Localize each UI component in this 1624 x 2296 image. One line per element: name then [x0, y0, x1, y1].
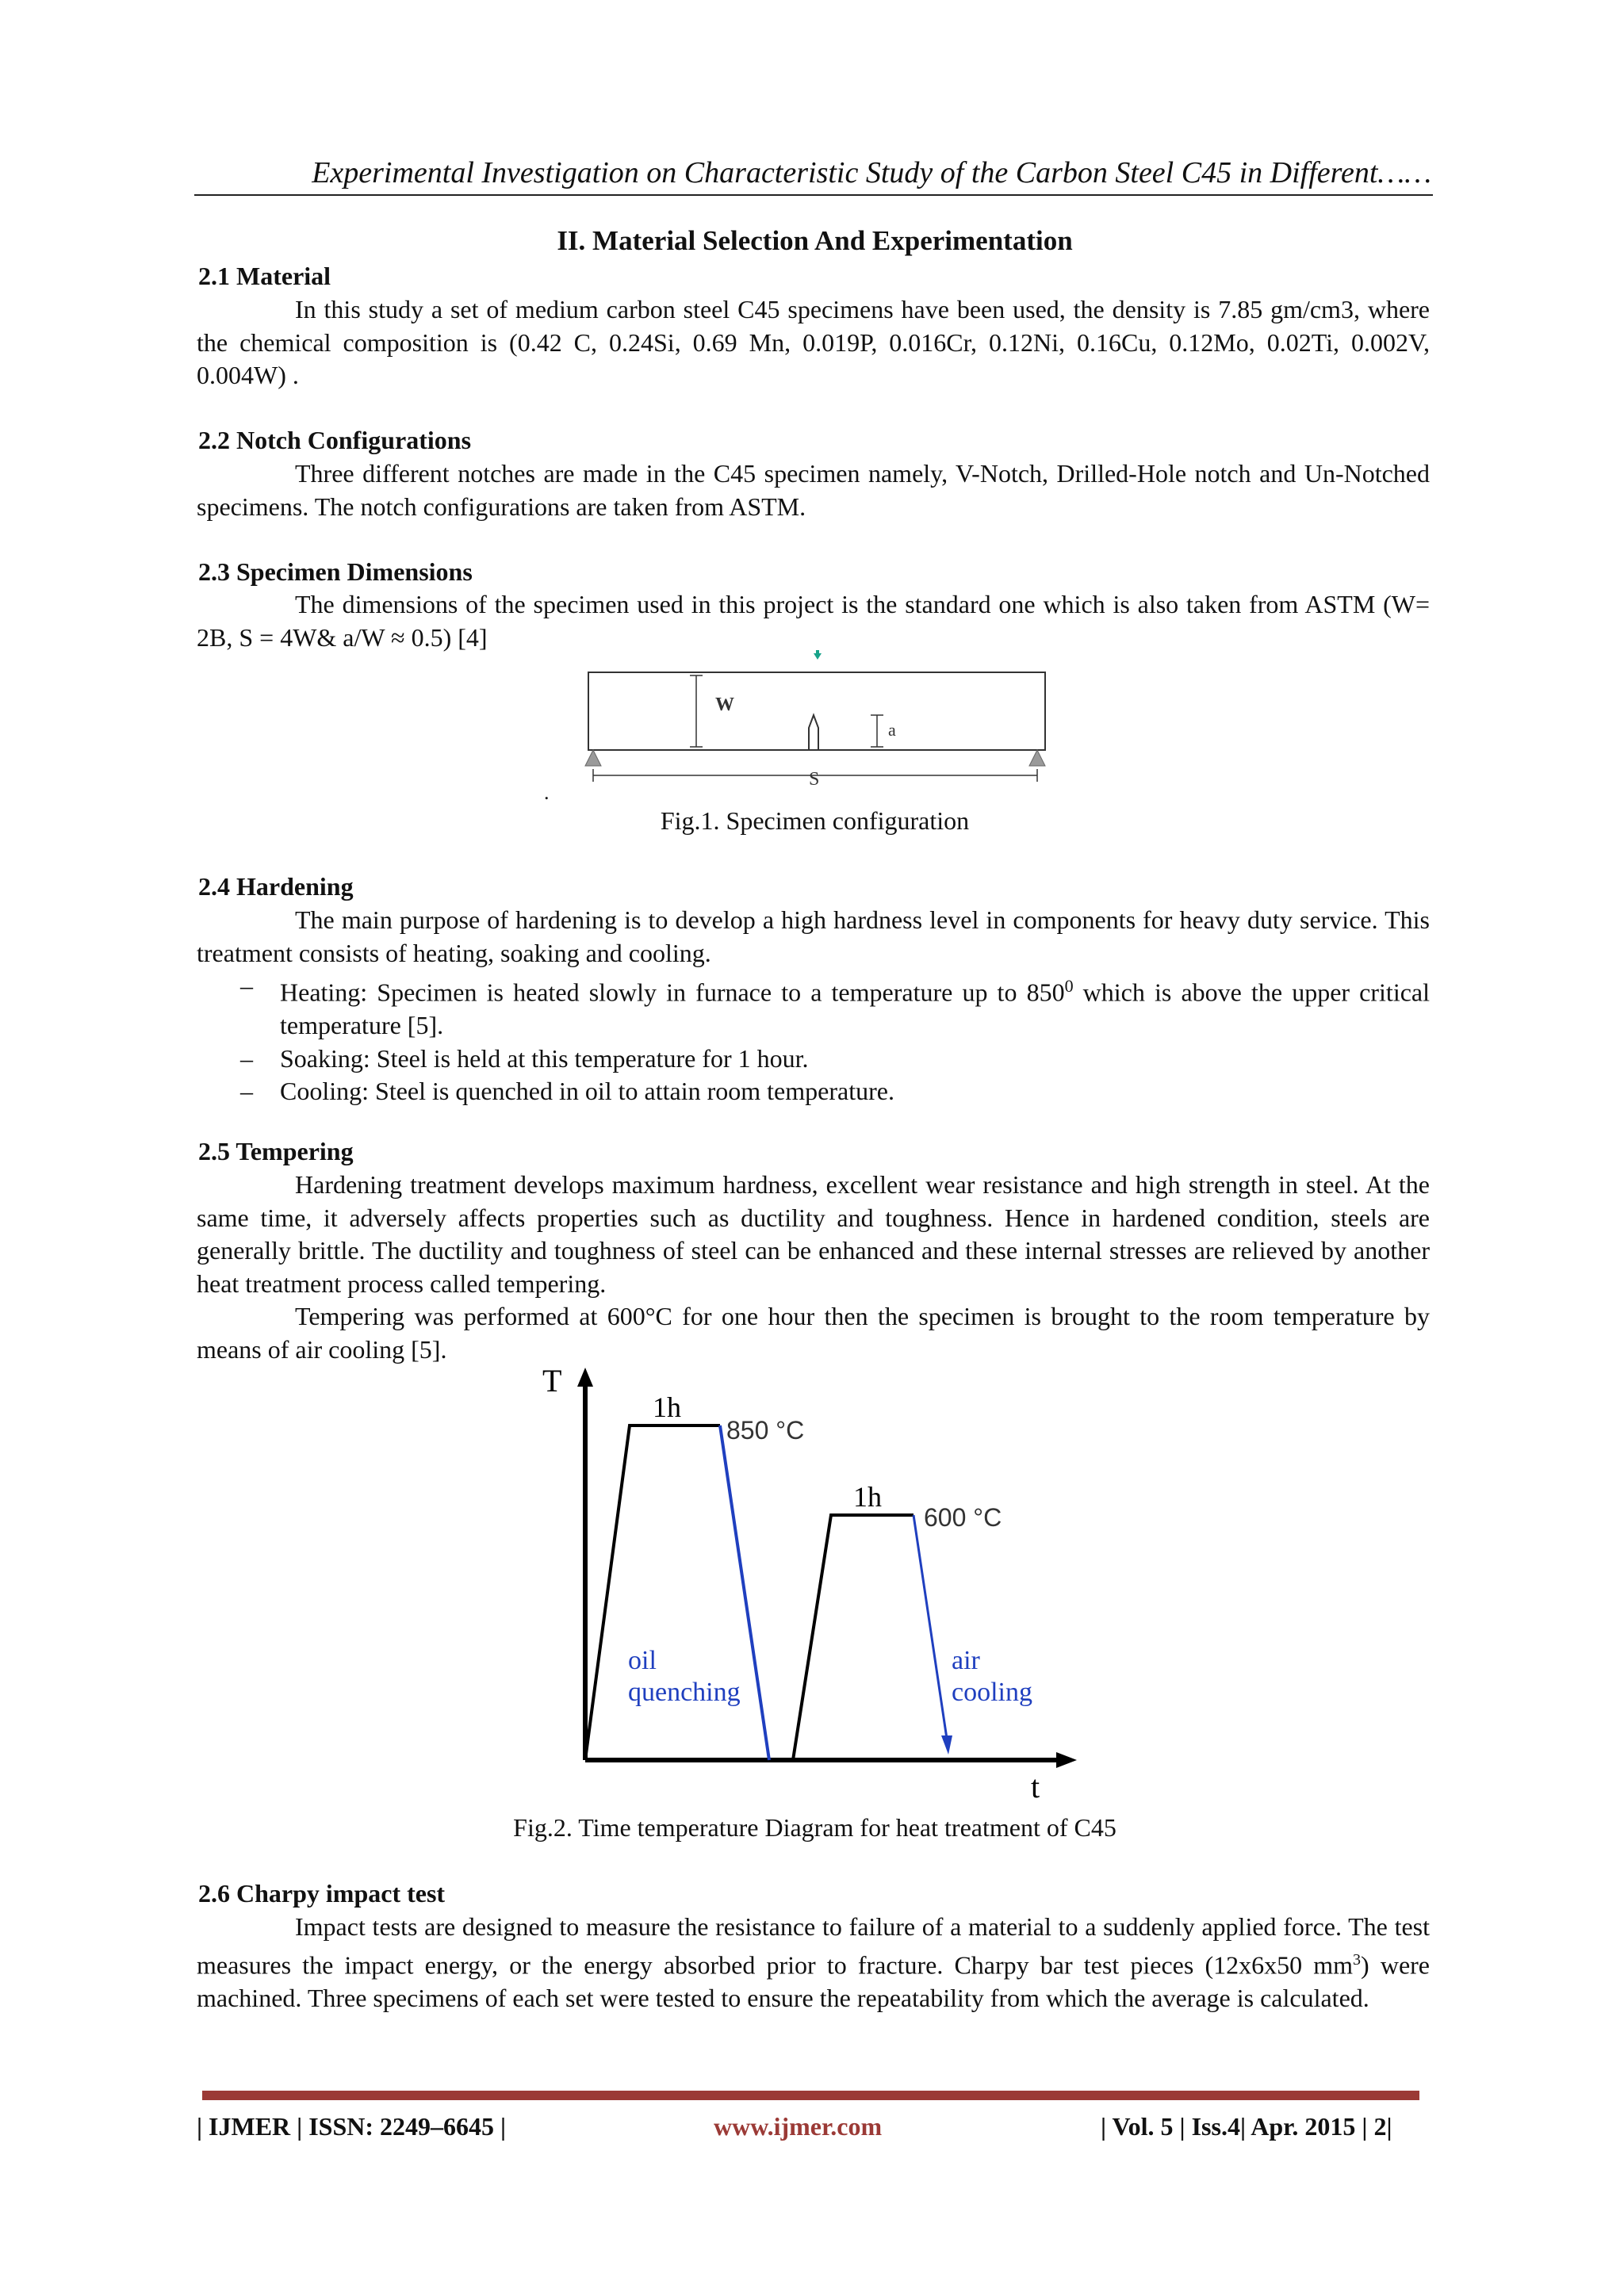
- para-2-3: [197, 588, 1430, 654]
- oil-quench-line: [720, 1425, 769, 1760]
- para-2-6: Impact tests are designed to measure the resistance to failure of a material to a suddenly applied force. The test measures the impact energy, or the energy absorbed prior to fracture. Charpy bar test pieces (12x6x50 $mm^3$) were machined. Three specimens of each set were tested to ensure the repeatability from which the average is calculated.: [197, 1912, 1431, 2012]
- para-2-2-text: Three different notches are made in the C45 specimen namely, V-Notch, Drilled-Hole notch and Un-Notched specimens. The notch configurations are taken from ASTM.: [197, 459, 1430, 521]
- hold-label-1: 1h: [653, 1391, 681, 1423]
- heading-2-4: 2.4 Hardening: [198, 872, 354, 901]
- w-label: W: [715, 695, 734, 715]
- axis-label-time: t: [1031, 1769, 1040, 1804]
- load-arrow-shaft: [816, 650, 819, 655]
- hardening-steps: [197, 970, 1430, 1108]
- temperature-axis-arrow: [577, 1368, 593, 1387]
- air-label: air: [952, 1646, 980, 1675]
- air-cooling-arrow: [941, 1735, 952, 1755]
- para-2-5b-text: Tempering was performed at 600°C for one hour then the specimen is brought to the room temperature by means of air cooling [5].: [197, 1302, 1430, 1364]
- axis-label-t: T: [542, 1363, 562, 1399]
- temp-label-600: 600 °C: [924, 1503, 1002, 1532]
- time-axis-arrow: [1056, 1752, 1077, 1768]
- para-2-4-text: The main purpose of hardening is to develop a high hardness level in components for heavy duty service. This treatment consists of heating, soaking and cooling.: [197, 905, 1430, 967]
- fig2-caption: Fig.2. Time temperature Diagram for heat treatment of C45: [513, 1813, 1116, 1842]
- header-rule: [194, 194, 1433, 196]
- running-title: Experimental Investigation on Characteristic Study of the Carbon Steel C45 in Different……: [312, 156, 1431, 189]
- air-cooling-line: [914, 1515, 947, 1739]
- para-2-1-text: In this study a set of medium carbon steel C45 specimens have been used, the density is 7.85 gm/cm3, where the chemical composition is (0.42 C, 0.24Si, 0.69 Mn, 0.019P, 0.016Cr, 0.12Ni, 0.16Cu, 0.12Mo, 0.02Ti, 0.002V, 0.004W) .: [197, 295, 1430, 389]
- heading-2-6: 2.6 Charpy impact test: [198, 1879, 446, 1908]
- para-2-2: [197, 457, 1430, 523]
- oil-label: oil: [628, 1646, 657, 1675]
- right-support: [1029, 750, 1045, 766]
- hold-label-2: 1h: [853, 1481, 882, 1513]
- heading-2-1: 2.1 Material: [198, 262, 331, 290]
- para-2-1: [197, 293, 1430, 392]
- section-title: II. Material Selection And Experimentation: [557, 225, 1073, 256]
- s-label: S: [809, 769, 820, 790]
- heading-2-3: 2.3 Specimen Dimensions: [198, 557, 473, 586]
- footer-journal: | IJMER | ISSN: 2249–6645 |: [197, 2112, 507, 2141]
- time-temperature-diagram: [523, 1360, 1094, 1804]
- specimen-diagram: [579, 650, 1055, 793]
- list-item: – Heating: Specimen is heated slowly in furnace to a temperature up to $850^0$ which is above the upper critical temperature [5].: [240, 971, 1430, 1040]
- quenching-label: quenching: [628, 1678, 741, 1707]
- list-item: – Cooling: Steel is quenched in oil to attain room temperature.: [240, 1077, 894, 1106]
- para-2-5b: [197, 1300, 1430, 1366]
- v-notch: [809, 715, 818, 750]
- fig1-caption: Fig.1. Specimen configuration: [660, 806, 970, 835]
- list-item: – Soaking: Steel is held at this temperature for 1 hour.: [240, 1043, 809, 1073]
- para-2-5a-text: Hardening treatment develops maximum hardness, excellent wear resistance and high strength in steel. At the same time, it adversely affects properties such as ductility and toughness. Hence in hardened condition, steels are generally brittle. The ductility and toughness of steel can be enhanced and these internal stresses are relieved by another heat treatment process called tempering.: [197, 1170, 1430, 1298]
- stray-mark: .: [544, 781, 550, 804]
- left-support: [585, 750, 601, 766]
- cooling-label: cooling: [952, 1678, 1032, 1707]
- heating-ramp-600: [793, 1515, 914, 1760]
- heating-ramp-850: [585, 1425, 720, 1760]
- a-label: a: [888, 720, 896, 740]
- heading-2-2: 2.2 Notch Configurations: [198, 426, 472, 454]
- para-2-4: [197, 904, 1430, 970]
- footer-volume-issue: | Vol. 5 | Iss.4| Apr. 2015 | 2|: [1101, 2112, 1392, 2141]
- heading-2-5: 2.5 Tempering: [198, 1137, 354, 1165]
- para-2-3-text: The dimensions of the specimen used in this project is the standard one which is also taken from ASTM (W= 2B, S = 4W& a/W ≈ 0.5) [4]: [197, 590, 1430, 652]
- footer-rule: [202, 2091, 1419, 2100]
- footer-website-link[interactable]: www.ijmer.com: [714, 2112, 883, 2141]
- temp-label-850: 850 °C: [726, 1416, 805, 1445]
- para-2-5a: [197, 1169, 1430, 1300]
